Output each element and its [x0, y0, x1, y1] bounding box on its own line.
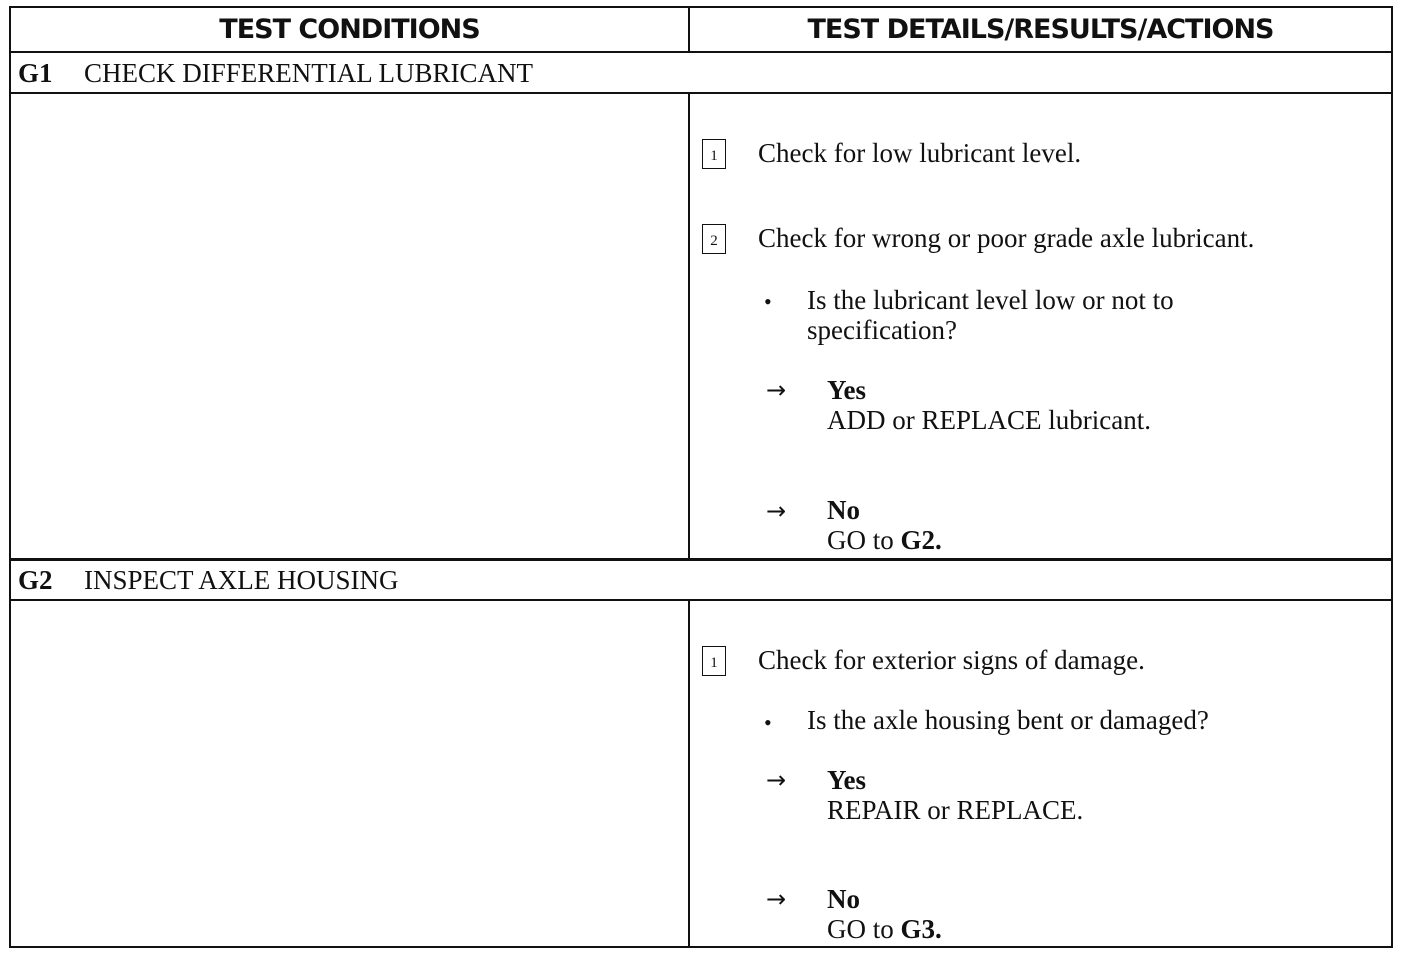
- step-text: Check for wrong or poor grade axle lubricant.: [758, 223, 1255, 253]
- step-number-box: 1: [702, 139, 726, 169]
- question-text: [807, 285, 1174, 345]
- yes-branch: [827, 765, 1083, 825]
- yes-label: Yes: [827, 765, 866, 795]
- no-action-prefix: GO to: [827, 525, 901, 555]
- no-action: [827, 525, 942, 555]
- bullet-icon: •: [764, 710, 772, 735]
- no-action-target: G3.: [900, 914, 942, 944]
- question-line: Is the axle housing bent or damaged?: [807, 705, 1209, 735]
- arrow-right-icon: →: [766, 766, 787, 794]
- step-number-box: 1: [702, 646, 726, 676]
- yes-label: Yes: [827, 375, 866, 405]
- header-divider: [9, 51, 1393, 53]
- question-line: Is the lubricant level low or not to: [807, 285, 1174, 315]
- g2-column-divider: [688, 599, 690, 948]
- section-title-text: CHECK DIFFERENTIAL LUBRICANT: [84, 58, 533, 88]
- step-number-box: 2: [702, 224, 726, 254]
- no-branch: [827, 495, 942, 555]
- no-label: No: [827, 884, 860, 914]
- arrow-right-icon: →: [766, 885, 787, 913]
- no-action-target: G2.: [900, 525, 942, 555]
- no-action: [827, 914, 942, 944]
- section-id: G2: [18, 565, 53, 595]
- g1-title-divider: [9, 92, 1393, 94]
- no-branch: [827, 884, 942, 944]
- section-id: G1: [18, 58, 53, 88]
- column-header-test-conditions: TEST CONDITIONS: [219, 14, 480, 45]
- g2-title-divider: [9, 599, 1393, 601]
- no-action-prefix: GO to: [827, 914, 901, 944]
- column-header-test-details: TEST DETAILS/RESULTS/ACTIONS: [807, 14, 1274, 45]
- arrow-right-icon: →: [766, 497, 787, 525]
- section-title-text: INSPECT AXLE HOUSING: [84, 565, 399, 595]
- section-title-g1: [18, 56, 533, 90]
- yes-action: REPAIR or REPLACE.: [827, 795, 1084, 825]
- yes-action: ADD or REPLACE lubricant.: [827, 405, 1151, 435]
- question-text: [807, 705, 1209, 735]
- no-label: No: [827, 495, 860, 525]
- step-text: Check for exterior signs of damage.: [758, 645, 1145, 675]
- yes-branch: [827, 375, 1151, 435]
- step-text: Check for low lubricant level.: [758, 138, 1082, 168]
- table-border: [9, 6, 1393, 948]
- question-line: specification?: [807, 315, 957, 345]
- g1-column-divider: [688, 92, 690, 559]
- bullet-icon: •: [764, 289, 772, 314]
- g1-section-end-divider: [9, 558, 1393, 561]
- arrow-right-icon: →: [766, 376, 787, 404]
- section-title-g2: [18, 563, 399, 597]
